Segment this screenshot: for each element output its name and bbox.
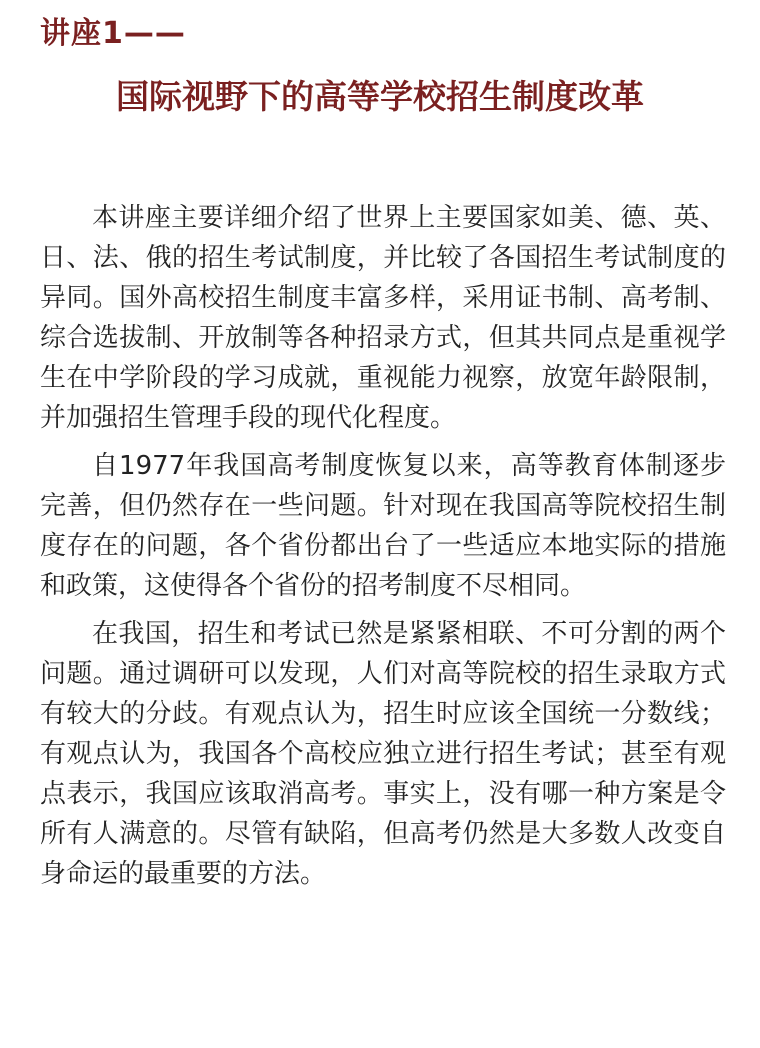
article-paragraph-3: 在我国，招生和考试已然是紧紧相联、不可分割的两个问题。通过调研可以发现，人们对高等院校的招生录取方式有较大的分歧。有观点认为，招生时应该全国统一分数线；有观点认为，我国各个高校应独立进行招生考试；甚至有观点表示，我国应该取消高考。事实上，没有哪一种方案是令所有人满意的。尽管有缺陷，但高考仍然是大多数人改变自身命运的最重要的方法。: [40, 619, 726, 889]
page-title: 国际视野下的高等学校招生制度改革: [116, 77, 644, 116]
article-paragraph-2: 自1977年我国高考制度恢复以来，高等教育体制逐步完善，但仍然存在一些问题。针对现在我国高等院校招生制度存在的问题，各个省份都出台了一些适应本地实际的措施和政策，这使得各个省份的招考制度不尽相同。: [40, 451, 726, 601]
article-body: [40, 198, 726, 902]
article-paragraph-1: 本讲座主要详细介绍了世界上主要国家如美、德、英、日、法、俄的招生考试制度，并比较了各国招生考试制度的异同。国外高校招生制度丰富多样，采用证书制、高考制、综合选拔制、开放制等各种招录方式，但其共同点是重视学生在中学阶段的学习成就，重视能力视察，放宽年龄限制，并加强招生管理手段的现代化程度。: [40, 203, 726, 433]
lecture-label: 讲座1——: [40, 16, 186, 51]
